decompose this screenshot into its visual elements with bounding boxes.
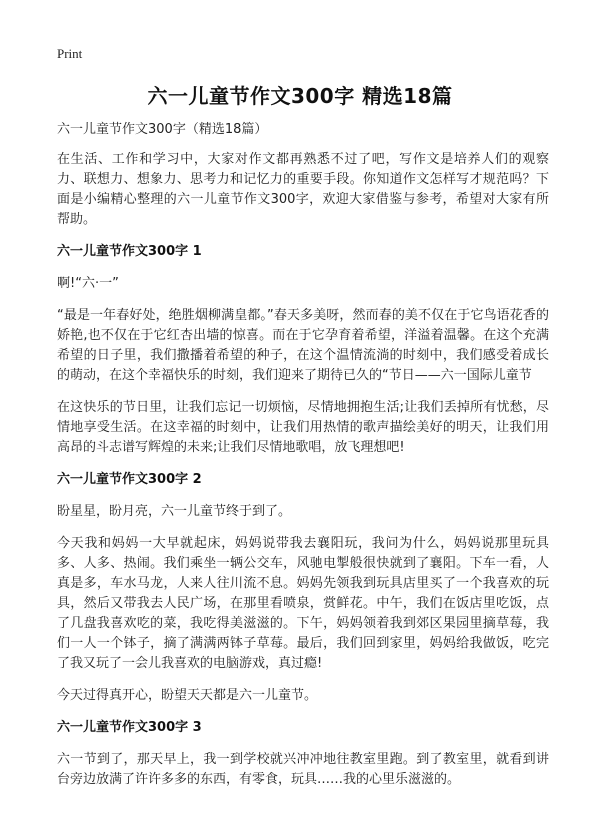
section-1-paragraph-1: 啊!“六·一” <box>57 276 119 291</box>
document-title: 六一儿童节作文300字 精选18篇 <box>147 84 453 108</box>
section-1-paragraph-3: 在这快乐的节日里，让我们忘记一切烦恼，尽情地拥抱生活;让我们丢掉所有忧愁，尽情地享受生活。在这幸福的时刻中，让我们用热情的歌声描绘美好的明天，让我们用高昂的斗志谱写辉煌的未来;让我们尽情地歌唱，放飞理想吧! <box>57 400 549 455</box>
document-body <box>57 120 549 802</box>
section-heading-3: 六一儿童节作文300字 3 <box>57 720 202 735</box>
section-2-paragraph-1: 盼星星，盼月亮，六一儿童节终于到了。 <box>57 504 292 519</box>
intro-paragraph: 在生活、工作和学习中，大家对作文都再熟悉不过了吧，写作文是培养人们的观察力、联想力、想象力、思考力和记忆力的重要手段。你知道作文怎样写才规范吗？下面是小编精心整理的六一儿童节作文300字，欢迎大家借鉴与参考，希望对大家有所帮助。 <box>57 152 549 227</box>
section-2-paragraph-3: 今天过得真开心，盼望天天都是六一儿童节。 <box>57 688 318 703</box>
section-heading-1: 六一儿童节作文300字 1 <box>57 244 202 259</box>
document-subtitle: 六一儿童节作文300字（精选18篇） <box>57 122 268 137</box>
section-3-paragraph-1: 六一节到了，那天早上，我一到学校就兴冲冲地往教室里跑。到了教室里，就看到讲台旁边放满了许许多多的东西，有零食，玩具……我的心里乐滋滋的。 <box>57 752 549 787</box>
section-heading-2: 六一儿童节作文300字 2 <box>57 472 202 487</box>
section-2-paragraph-2: 今天我和妈妈一大早就起床，妈妈说带我去襄阳玩，我问为什么，妈妈说那里玩具多、人多、热闹。我们乘坐一辆公交车，风驰电掣般很快就到了襄阳。下车一看，人真是多，车水马龙，人来人往川流不息。妈妈先领我到玩具店里买了一个我喜欢的玩具，然后又带我去人民广场，在那里看喷泉，赏鲜花。中午，我们在饭店里吃饭，点了几盘我喜欢吃的菜，我吃得美滋滋的。下午，妈妈领着我到郊区果园里摘草莓，我们一人一个钵子，摘了满满两钵子草莓。最后，我们回到家里，妈妈给我做饭，吃完了我又玩了一会儿我喜欢的电脑游戏，真过瘾! <box>57 536 549 671</box>
section-1-paragraph-2: “最是一年春好处，绝胜烟柳满皇都。”春天多美呀，然而春的美不仅在于它鸟语花香的娇艳,也不仅在于它红杏出墙的惊喜。而在于它孕育着希望，洋溢着温馨。在这个充满希望的日子里，我们撒播着希望的种子，在这个温情流淌的时刻中，我们感受着成长的萌动，在这个幸福快乐的时刻，我们迎来了期待已久的“节日——六一国际儿童节 <box>57 308 549 383</box>
print-label: Print <box>57 46 83 61</box>
